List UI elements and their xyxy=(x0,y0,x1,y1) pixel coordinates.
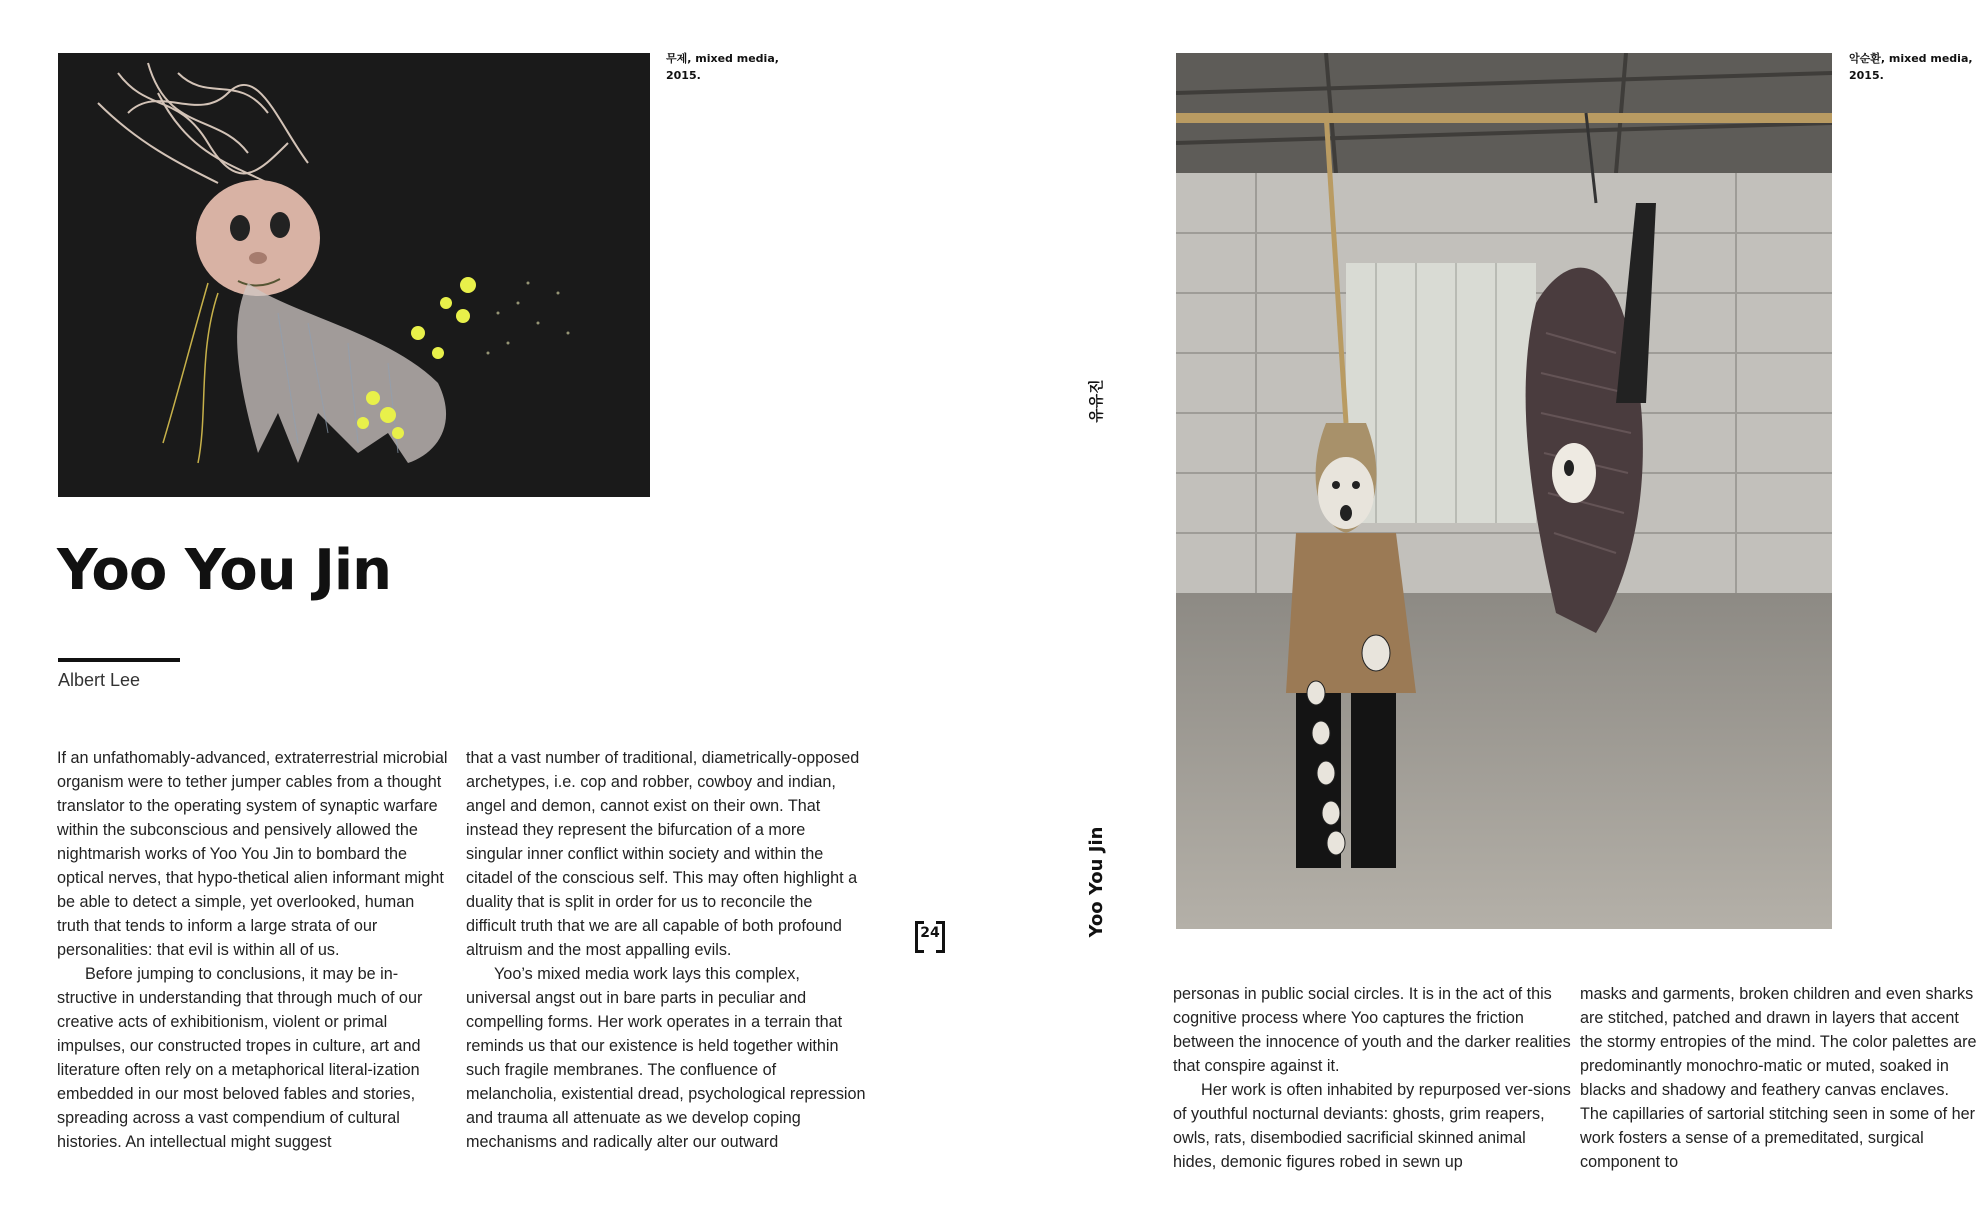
paragraph: Her work is often inhabited by repurposed ver-sions of youthful nocturnal deviants: ghosts, grim reapers, owls, rats, disembodied sacrificial skinned animal hides, demonic figures robed in sewn up xyxy=(1173,1081,1571,1171)
body-column-1 xyxy=(57,746,449,1154)
body-column-3 xyxy=(1173,982,1573,1174)
paragraph: masks and garments, broken children and even sharks are stitched, patched and drawn in layers that accent the stormy entropies of the mind. The color palettes are predominantly monochro-matic or muted, soaked in blacks and shadowy and feathery canvas enclaves. The capillaries of sartorial stitching seen in some of her work fosters a sense of a premeditated, surgical component to xyxy=(1580,985,1977,1171)
title-divider xyxy=(58,658,180,662)
caption-line: 악순환, mixed media, xyxy=(1849,52,1973,65)
body-column-2 xyxy=(466,746,866,1154)
caption-line: 2015. xyxy=(666,69,701,82)
article-title: Yoo You Jin xyxy=(57,538,391,603)
running-head-korean: 유유진 xyxy=(1087,379,1105,423)
caption-line: 무제, mixed media, xyxy=(666,52,779,65)
paragraph: that a vast number of traditional, diametrically-opposed archetypes, i.e. cop and robber, cowboy and indian, angel and demon, cannot exist on their own. That instead they represent the bifurcation of a more singular inner conflict within society and within the citadel of the conscious self. This may often highlight a duality that is split in order for us to reconcile the difficult truth that we are all capable of both profound altruism and the most appalling evils. xyxy=(466,749,860,959)
paragraph: Before jumping to conclusions, it may be in-structive in understanding that through much of our creative acts of exhibitionism, violent or primal impulses, our constructed tropes in culture, art and literature often rely on a metaphorical literal-ization embedded in our most beloved fables and stories, spreading across a vast compendium of cultural histories. An intellectual might suggest xyxy=(57,965,423,1151)
figure-caption-vicious-circle xyxy=(1849,50,1974,84)
figure-caption-untitled xyxy=(666,50,806,84)
running-head-name: Yoo You Jin xyxy=(1086,826,1107,938)
caption-line: 2015. xyxy=(1849,69,1884,82)
paragraph: If an unfathomably-advanced, extraterrestrial microbial organism were to tether jumper cables from a thought translator to the operating system of synaptic warfare within the subconscious and pensively allowed the nightmarish works of Yoo You Jin to bombard the optical nerves, that hypo-thetical alien informant might be able to detect a simple, yet overlooked, human truth that tends to inform a large strata of our personalities: that evil is within all of us. xyxy=(57,749,448,959)
page-number xyxy=(915,921,945,951)
paragraph: Yoo’s mixed media work lays this complex, universal angst out in bare parts in peculiar and compelling forms. Her work operates in a terrain that reminds us that our existence is held together within such fragile membranes. The confluence of melancholia, existential dread, psychological repression and trauma all attenuate as we develop coping mechanisms and radically alter our outward xyxy=(466,965,866,1151)
body-column-4 xyxy=(1580,982,1978,1174)
page-number-value: 24 xyxy=(920,925,940,941)
artwork-installation-photo xyxy=(1176,53,1832,929)
artwork-untitled-illustration xyxy=(58,53,650,497)
artwork-image-untitled xyxy=(58,53,650,497)
paragraph: personas in public social circles. It is in the act of this cognitive process where Yoo captures the friction between the innocence of youth and the darker realities that conspire against it. xyxy=(1173,985,1571,1075)
artwork-photo-vicious-circle xyxy=(1176,53,1832,929)
author-name: Albert Lee xyxy=(58,670,141,690)
